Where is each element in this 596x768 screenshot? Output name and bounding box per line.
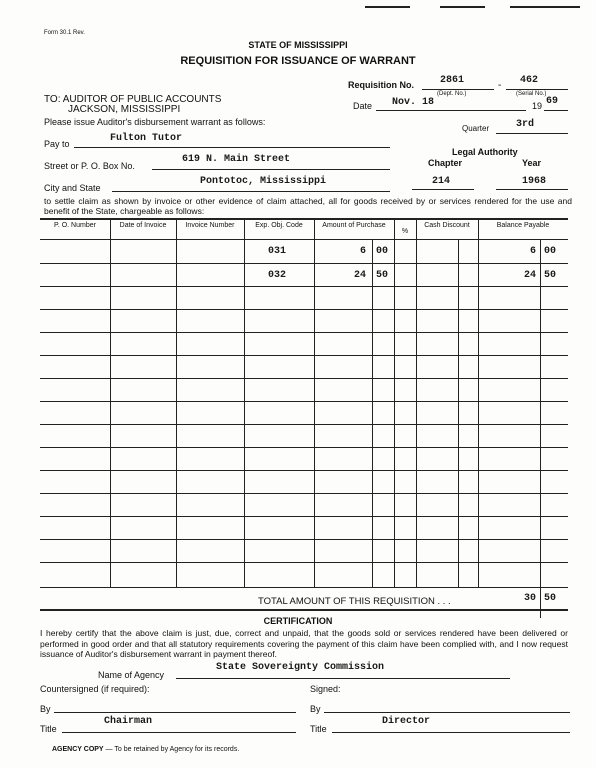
- row-rule: [40, 539, 568, 540]
- date-line: [376, 110, 526, 111]
- header-balance-payable: Balance Payable: [496, 222, 550, 229]
- column-divider: [110, 218, 111, 587]
- signed-title-label: Title: [310, 724, 327, 734]
- countersigned-label: Countersigned (if required):: [40, 684, 150, 694]
- dept-number-line: [422, 89, 494, 90]
- header-amount-of-purchase: Amount of Purchase: [322, 222, 386, 229]
- row-rule: [40, 401, 568, 402]
- requisition-label: Requisition No.: [348, 80, 414, 90]
- row-1-amount-dollars: 6: [359, 246, 366, 257]
- date-value: Nov. 18: [392, 97, 435, 108]
- chapter-label: Chapter: [428, 158, 463, 168]
- row-rule: [40, 286, 568, 287]
- row-rule: [40, 516, 568, 517]
- row-1-balance-cents: 00: [544, 246, 557, 257]
- table-bottom-border: [40, 587, 568, 588]
- row-rule: [40, 493, 568, 494]
- signed-label: Signed:: [310, 684, 341, 694]
- header-invoice-number: Invoice Number: [185, 222, 235, 229]
- serial-number-line: [506, 89, 568, 90]
- total-label: TOTAL AMOUNT OF THIS REQUISITION . . .: [258, 596, 451, 607]
- footer-retain-text: — To be retained by Agency for its records.: [103, 746, 240, 753]
- table-top-border: [40, 218, 568, 220]
- row-2-balance-cents: 50: [544, 270, 557, 281]
- header-exp-obj-code: Exp. Obj. Code: [255, 222, 303, 229]
- footer-agency-copy: AGENCY COPY: [52, 746, 104, 753]
- street-value: 619 N. Main Street: [182, 154, 291, 165]
- serial-no-caption: (Serial No.): [516, 91, 547, 97]
- row-1-amount-cents: 00: [376, 246, 389, 257]
- quarter-line: [496, 133, 568, 134]
- countersign-by-label: By: [40, 704, 51, 714]
- year-line: [544, 110, 568, 111]
- pay-to-value: Fulton Tutor: [110, 133, 183, 144]
- row-rule: [40, 470, 568, 471]
- column-divider: [394, 218, 395, 587]
- row-rule: [40, 562, 568, 563]
- countersign-by-line: [54, 712, 296, 713]
- dept-no-caption: (Dept. No.): [437, 91, 467, 97]
- year-value: 69: [546, 96, 559, 107]
- column-divider: [416, 218, 417, 587]
- total-cents: 50: [544, 593, 557, 604]
- row-2-amount-cents: 50: [376, 270, 389, 281]
- row-2-balance-dollars: 24: [523, 270, 536, 281]
- city-line: [112, 191, 390, 192]
- serial-number: 462: [520, 75, 539, 86]
- countersign-title-value: Chairman: [104, 716, 153, 727]
- countersign-title-line: [62, 732, 296, 733]
- row-rule: [40, 309, 568, 310]
- header-po-number: P. O. Number: [54, 222, 96, 229]
- cents-divider: [372, 240, 373, 587]
- row-rule: [40, 355, 568, 356]
- cents-divider: [458, 240, 459, 587]
- countersign-title-label: Title: [40, 724, 57, 734]
- chapter-line: [412, 189, 474, 190]
- year-prefix: 19: [532, 101, 543, 111]
- pay-to-label: Pay to: [44, 139, 70, 149]
- signed-by-line: [324, 712, 570, 713]
- column-divider: [244, 218, 245, 587]
- state-heading: STATE OF MISSISSIPPI: [248, 40, 348, 50]
- row-1-exp-code: 031: [268, 246, 287, 257]
- row-rule: [40, 424, 568, 425]
- row-rule: [40, 332, 568, 333]
- scan-edge-mark: [365, 6, 410, 8]
- header-percent: %: [401, 228, 409, 235]
- quarter-value: 3rd: [516, 119, 535, 130]
- addressee-line-2: JACKSON, MISSISSIPPI: [68, 104, 181, 115]
- city-value: Pontotoc, Mississippi: [200, 176, 327, 187]
- row-1-balance-dollars: 6: [529, 246, 536, 257]
- legal-authority-label: Legal Authority: [452, 147, 518, 157]
- column-divider: [176, 218, 177, 587]
- row-2-exp-code: 032: [268, 270, 287, 281]
- signed-title-line: [332, 732, 570, 733]
- addressee-line-1: TO: AUDITOR OF PUBLIC ACCOUNTS: [44, 94, 222, 105]
- table-header-border: [40, 239, 568, 240]
- form-number: Form 30.1 Rev.: [44, 30, 85, 36]
- street-label: Street or P. O. Box No.: [44, 161, 135, 171]
- city-label: City and State: [44, 183, 101, 193]
- scan-edge-mark: [510, 6, 580, 8]
- settle-claim-text: to settle claim as shown by invoice or other evidence of claim attached, all for goods received by or services rendered for the use and benefit of the State, chargeable as follows:: [44, 196, 572, 216]
- dept-number: 2861: [440, 75, 465, 86]
- street-line: [152, 169, 390, 170]
- total-rule: [40, 609, 568, 611]
- agency-label: Name of Agency: [98, 670, 165, 680]
- certification-text: I hereby certify that the above claim is just, due, correct and unpaid, that the goods sold or services rendered have been delivered or performed in good order and that all statutory requirements covering the payment of this claim have been complied with, and I now request issuance of Auditor's disbursement warrant in payment thereof.: [40, 628, 568, 659]
- scan-edge-mark: [440, 6, 485, 8]
- date-label: Date: [353, 101, 373, 111]
- signed-title-value: Director: [382, 716, 431, 727]
- pay-to-line: [74, 147, 390, 148]
- year-label: Year: [522, 158, 542, 168]
- form-title: REQUISITION FOR ISSUANCE OF WARRANT: [180, 55, 416, 67]
- authority-year-line: [496, 189, 568, 190]
- row-rule: [40, 263, 568, 264]
- row-rule: [40, 378, 568, 379]
- certification-heading: CERTIFICATION: [263, 616, 333, 626]
- header-cash-discount: Cash Discount: [424, 222, 470, 229]
- agency-line: [176, 678, 510, 679]
- chapter-value: 214: [432, 176, 451, 187]
- year-value-authority: 1968: [522, 176, 547, 187]
- requisition-dash: -: [498, 80, 502, 91]
- row-2-amount-dollars: 24: [353, 270, 366, 281]
- total-dollars: 30: [523, 593, 536, 604]
- instruction-text: Please issue Auditor's disbursement warrant as follows:: [44, 117, 266, 127]
- agency-value: State Sovereignty Commission: [216, 662, 385, 673]
- header-date-of-invoice: Date of Invoice: [119, 222, 167, 229]
- footer-note: [52, 746, 239, 753]
- quarter-label: Quarter: [462, 124, 490, 133]
- signed-by-label: By: [310, 704, 321, 714]
- row-rule: [40, 447, 568, 448]
